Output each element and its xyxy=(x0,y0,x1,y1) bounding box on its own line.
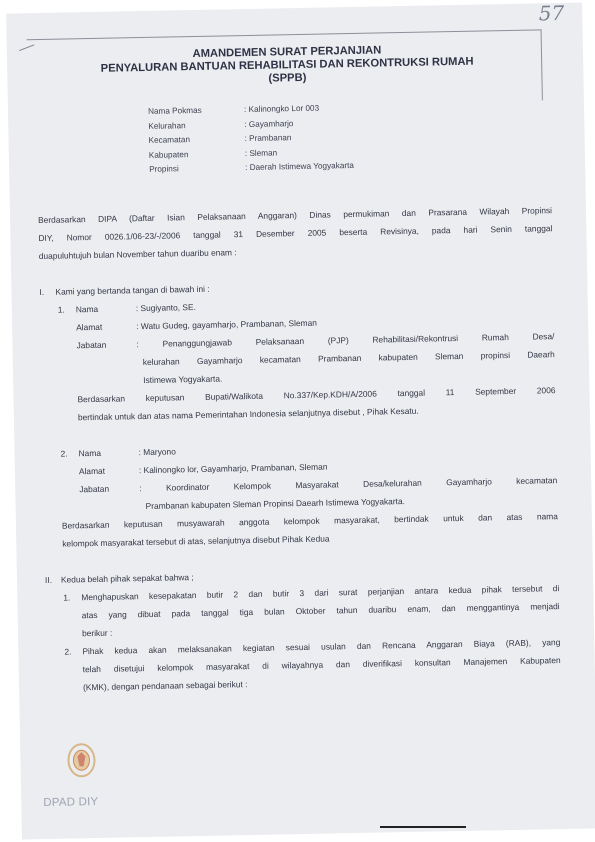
info-label: Kabupaten xyxy=(148,149,189,160)
agreement-item-2-line: (KMK), dengan pendanaan sebagai berikut : xyxy=(82,679,248,693)
title-line-1: AMANDEMEN SURAT PERJANJIAN xyxy=(192,44,382,61)
agreement-item-2-line: telah disetujui kelompok masyarakat di wilayahnya dan diverifikasi konsultan Manajemen Kabupaten xyxy=(82,655,561,675)
section-1-marker: I. xyxy=(39,286,45,298)
agreement-item-1-line: Menghapuskan kesepakatan butir 2 dan butir 3 dari surat perjanjian antara kedua pihak tersebut di xyxy=(81,583,560,603)
party-1-alamat-label: Alamat xyxy=(76,321,103,333)
party-1-nama-value: : Sugiyanto, SE. xyxy=(135,302,196,314)
section-2-heading: Kedua belah pihak sepakat bahwa ; xyxy=(60,572,194,585)
party-2-nama-label: Nama xyxy=(78,447,102,459)
agreement-item-2-number: 2. xyxy=(64,646,72,657)
party-1-alamat-value: : Watu Gudeg, gayamharjo, Prambanan, Sleman xyxy=(136,317,317,332)
info-row xyxy=(149,161,354,179)
party-2-alamat-value: : Kalinongko lor, Gayamharjo, Prambanan, Sleman xyxy=(138,461,328,476)
party-1-jabatan-line: : Penanggungjawab Pelaksanaan (PJP) Rehabilitasi/Rekontrusi Rumah Desa/ xyxy=(136,331,555,350)
party-1-basis-line: bertindak untuk dan atas nama Pemerintahan Indonesia selanjutnya disebut , Pihak Kesatu. xyxy=(77,405,419,423)
emblem-seal-icon xyxy=(66,742,97,779)
party-1-nama-label: Nama xyxy=(75,303,99,315)
document-sheet xyxy=(6,0,595,840)
section-1-heading: Kami yang bertanda tangan di bawah ini : xyxy=(55,283,210,297)
agreement-item-1-line: berikur : xyxy=(81,627,113,639)
info-value: : Sleman xyxy=(244,147,278,158)
party-1-jabatan-line: Istimewa Yogyakarta. xyxy=(143,373,223,386)
title-line-3: (SPPB) xyxy=(268,71,307,85)
party-1-basis-line: Berdasarkan keputusan Bupati/Walikota No.337/Kep.KDH/A/2006 tanggal 11 September 2006 xyxy=(77,385,556,405)
watermark-text: DPAD DIY xyxy=(43,795,99,810)
page-number: 57 xyxy=(538,0,565,26)
party-2-basis-line: Berdasarkan keputusan musyawarah anggota kelompok masyarakat, bertindak untuk dan atas nama xyxy=(61,511,558,531)
info-value: : Gayamharjo xyxy=(244,118,294,129)
info-label: Nama Pokmas xyxy=(147,105,202,116)
party-2-jabatan-line: : Koordinator Kelompok Masyarakat Desa/kelurahan Gayamharjo kecamatan xyxy=(139,475,558,494)
info-label: Kelurahan xyxy=(148,120,186,131)
info-label: Kecamatan xyxy=(148,135,191,145)
title-line-2: PENYALURAN BANTUAN REHABILITASI DAN REKONTRUKSI RUMAH xyxy=(100,55,474,75)
intro-line: Berdasarkan DIPA (Daftar Isian Pelaksanaan Anggaran) Dinas permukiman dan Prasarana Wilayah Propinsi xyxy=(37,205,553,226)
party-2-number: 2. xyxy=(60,448,68,459)
agreement-item-2-line: Pihak kedua akan melaksanakan kegiatan sesuai usulan dan Rencana Anggaran Biaya (RAB), yang xyxy=(82,637,561,657)
intro-line: duapuluhtujuh bulan November tahun duaribu enam : xyxy=(38,247,237,262)
agreement-item-1-line: atas yang dibuat pada tanggal tiga bulan Oktober tahun duaribu enam, dan menggantinya menjadi xyxy=(81,601,560,621)
party-1-number: 1. xyxy=(57,304,65,315)
section-2-marker: II. xyxy=(44,574,53,585)
party-1-jabatan-line: kelurahan Gayamharjo kecamatan Prambanan kabupaten Sleman propinsi Daearh xyxy=(142,349,555,368)
intro-line: DIY, Nomor 0026.1/06-23/-/2006 tanggal 31 Desember 2005 beserta Revisinya, pada hari Senin tanggal xyxy=(38,223,553,244)
pokmas-info-block xyxy=(148,103,354,179)
agreement-item-1-number: 1. xyxy=(63,592,71,603)
info-value: : Daerah Istimewa Yogyakarta xyxy=(245,160,354,173)
info-value: : Prambanan xyxy=(244,133,292,144)
party-2-nama-value: : Maryono xyxy=(138,446,176,458)
party-2-jabatan-label: Jabatan xyxy=(79,483,110,495)
party-1-jabatan-label: Jabatan xyxy=(76,339,107,351)
party-2-alamat-label: Alamat xyxy=(78,465,106,477)
info-value: : Kalinongko Lor 003 xyxy=(243,103,320,115)
scan-edge-line xyxy=(380,826,466,828)
party-2-jabatan-line: Prambanan kabupaten Sleman Propinsi Daearh Istimewa Yogyakarta. xyxy=(145,496,405,512)
party-2-basis-line: kelompok masyarakat tersebut di atas, selanjutnya disebut Pihak Kedua xyxy=(62,533,330,549)
info-label: Propinsi xyxy=(149,164,179,174)
